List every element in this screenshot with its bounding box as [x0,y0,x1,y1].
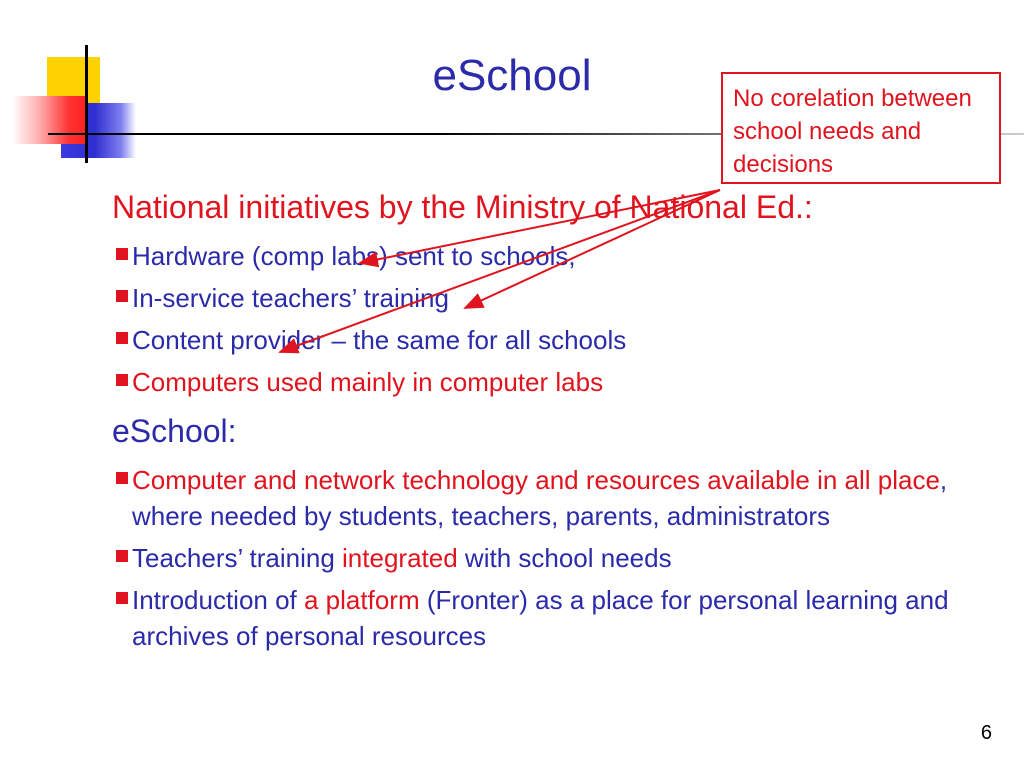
item-text: Teachers’ training [132,543,343,573]
arrow-to-hardware [360,190,720,263]
slide-title: eSchool [432,51,592,100]
item-text: Content provider – the same for all schools [132,325,627,355]
item-text-highlight: a platform [304,585,420,615]
item-text: with school needs [457,543,672,573]
item-text: (Fronter) as a place for personal learning and archives of personal resources [132,585,949,651]
section-heading-eschool: eSchool: [112,413,237,449]
arrow-to-content [280,190,720,352]
callout-text: No corelation between school needs and decisions [733,85,972,178]
page-number: 6 [980,722,992,744]
decor-initials: EI [102,56,114,70]
item-text: Computers used mainly in computer labs [132,367,604,397]
item-text: Introduction of [132,585,304,615]
item-text-highlight: integrated [342,543,458,573]
section-heading-national: National initiatives by the Ministry of National Ed.: [112,189,813,225]
item-text: , where needed by students, teachers, parents, administrators [132,465,948,531]
item-text: In-service teachers’ training [132,283,449,313]
item-text-highlight: Computer and network technology and resources available in all place [132,465,940,495]
arrow-to-training [465,190,720,308]
item-text: Hardware (comp labs) sent to schools, [132,241,576,271]
